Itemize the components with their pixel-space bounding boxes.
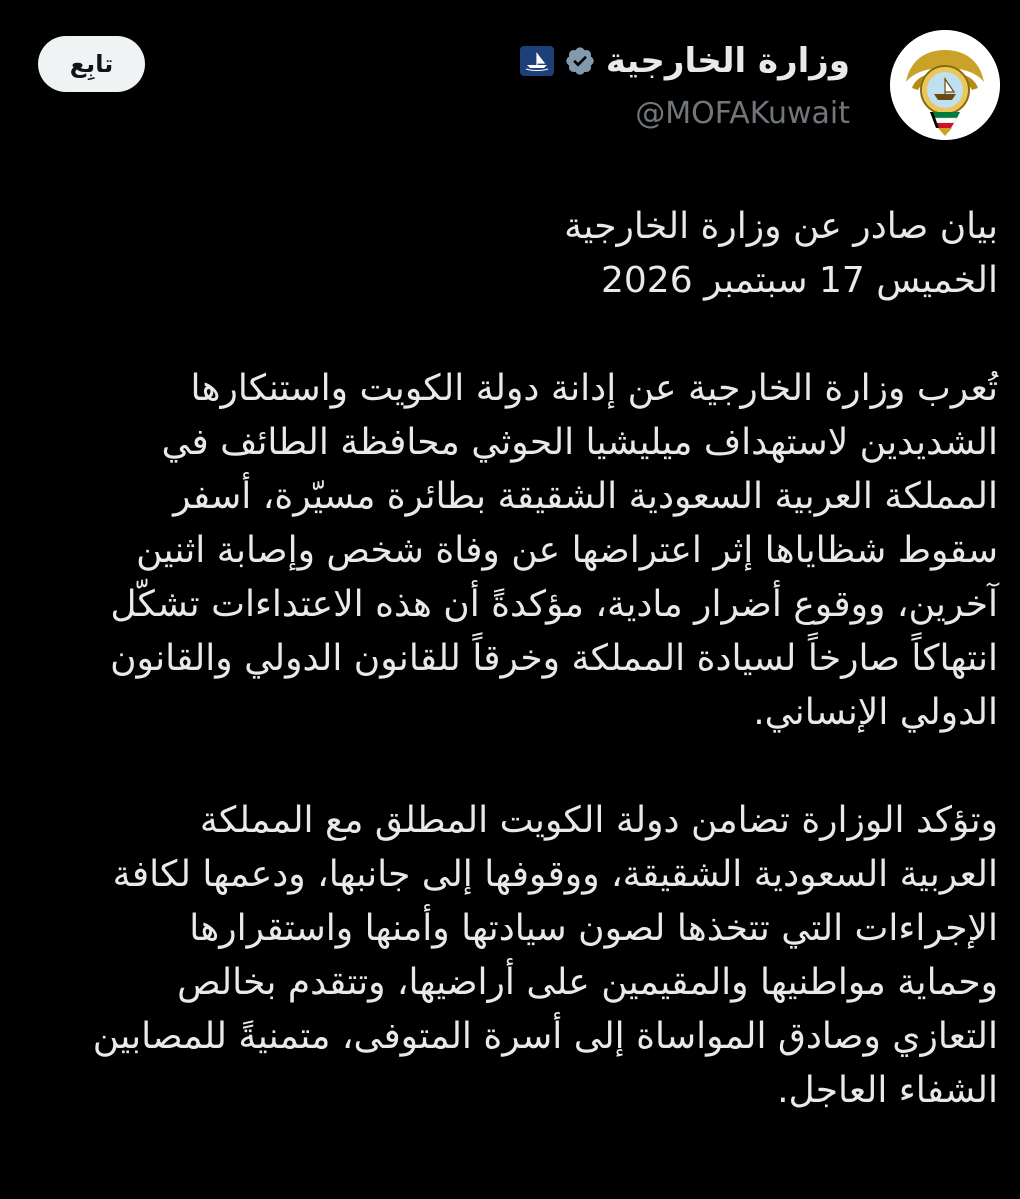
display-name[interactable]: وزارة الخارجية [605,41,850,81]
statement-title: بيان صادر عن وزارة الخارجية [564,206,998,247]
tweet-header [38,30,1000,140]
paragraph1-line: تُعرب وزارة الخارجية عن إدانة دولة الكويت واستنكارها [190,368,998,409]
paragraph1-line: الشديدين لاستهداف ميليشيا الحوثي محافظة الطائف في [161,422,998,463]
account-handle[interactable]: @MOFAKuwait [635,96,850,131]
paragraph-gap [22,740,998,794]
follow-button[interactable]: تابِع [38,36,145,92]
avatar[interactable] [890,30,1000,140]
tweet-text [22,200,998,1118]
paragraph1-line: آخرين، ووقوع أضرار مادية، مؤكدةً أن هذه الاعتداءات تشكّل [110,584,998,625]
paragraph2-line: وحماية مواطنيها والمقيمين على أراضيها، وتتقدم بخالص [177,962,998,1003]
paragraph2-line: الإجراءات التي تتخذها لصون سيادتها وأمنها واستقرارها [189,908,998,949]
kuwait-emblem-icon [890,30,1000,140]
paragraph1-line: انتهاكاً صارخاً لسيادة المملكة وخرقاً للقانون الدولي والقانون [110,638,998,679]
paragraph1-line: المملكة العربية السعودية الشقيقة بطائرة مسيّرة، أسفر [173,476,998,517]
paragraph2-line: وتؤكد الوزارة تضامن دولة الكويت المطلق مع المملكة [199,800,998,841]
paragraph1-line: الدولي الإنساني. [753,692,998,733]
paragraph2-line: الشفاء العاجل. [777,1070,998,1111]
paragraph2-line: التعازي وصادق المواساة إلى أسرة المتوفى، متمنيةً للمصابين [92,1016,998,1057]
paragraph2-line: العربية السعودية الشقيقة، ووقوفها إلى جانبها، ودعمها لكافة [112,854,998,895]
statement-date: الخميس 17 سبتمبر 2026 [601,260,998,301]
verified-badge-icon[interactable] [564,45,596,77]
name-row [520,41,850,81]
government-affiliate-icon[interactable] [520,46,554,76]
paragraph-gap [22,308,998,362]
paragraph1-line: سقوط شظاياها إثر اعتراضها عن وفاة شخص وإصابة اثنين [136,530,998,571]
